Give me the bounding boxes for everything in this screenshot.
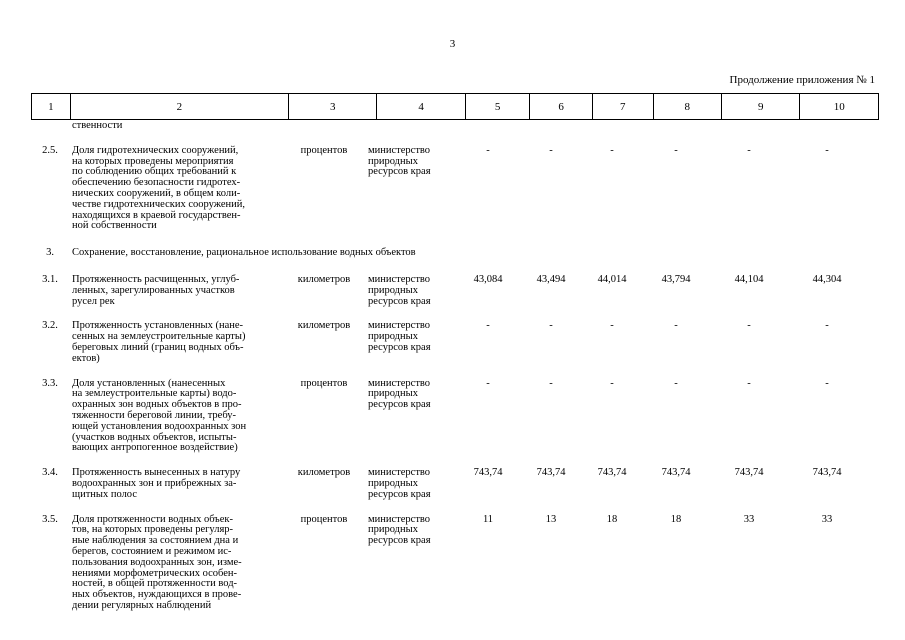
value-col-7: -	[610, 320, 614, 332]
value-col-8: -	[674, 377, 678, 389]
header-col-3: 3	[289, 94, 377, 120]
carryover-text: ственности	[72, 120, 123, 131]
row-number: 3.2.	[42, 320, 58, 332]
row-number: 3.3.	[42, 377, 58, 389]
value-col-5: 11	[482, 513, 494, 525]
value-col-10: 44,304	[812, 273, 842, 285]
indicator-name: Доля установленных (нанесенных на землеустроительные карты) водо- охранных зон водных объектов в про- тяженности береговой линии, требу- ющей установления водоохранных зон (участков водных объектов, испыты- вающих антропогенное воздействие)	[72, 377, 247, 454]
unit: километров	[297, 320, 351, 332]
header-col-10: 10	[800, 94, 879, 120]
table-row	[31, 146, 879, 232]
value-col-7: 44,014	[597, 273, 627, 285]
table-body	[31, 121, 879, 612]
value-col-10: 33	[821, 513, 833, 525]
row-number: 3.4.	[42, 467, 58, 479]
header-col-4: 4	[377, 94, 465, 120]
page-number: 3	[449, 38, 456, 50]
value-col-6: -	[549, 144, 553, 156]
value-col-8: 43,794	[661, 273, 691, 285]
indicator-name: Доля гидротехнических сооружений, на которых проведены мероприятия по соблюдению общих требований к обеспечению безопасности гидротех- нических сооружений, в общем коли- честве гидротехнических сооружений, находящихся в краевой государствен- ной собственности	[72, 144, 245, 232]
value-col-5: 743,74	[473, 467, 503, 479]
value-col-7: -	[610, 377, 614, 389]
value-col-7: 18	[606, 513, 618, 525]
value-col-8: -	[674, 320, 678, 332]
header-col-2: 2	[70, 94, 288, 120]
header-col-1: 1	[32, 94, 71, 120]
value-col-8: -	[674, 144, 678, 156]
value-col-5: 43,084	[473, 273, 503, 285]
header-row	[32, 94, 879, 120]
row-number: 2.5.	[42, 144, 58, 156]
value-col-9: -	[747, 320, 751, 332]
responsible: министерство природных ресурсов края	[368, 320, 431, 353]
unit: километров	[297, 273, 351, 285]
value-col-8: 18	[670, 513, 682, 525]
section-title: Сохранение, восстановление, рациональное использование водных объектов	[72, 247, 416, 259]
table-row	[31, 321, 879, 364]
row-number: 3.5.	[42, 513, 58, 525]
indicator-name: Протяженность вынесенных в натуру водоохранных зон и прибрежных за- щитных полос	[72, 467, 241, 500]
value-col-10: -	[825, 144, 829, 156]
value-col-7: 743,74	[597, 467, 627, 479]
value-col-5: -	[486, 144, 490, 156]
responsible: министерство природных ресурсов края	[368, 144, 431, 178]
section-row	[31, 248, 879, 259]
value-col-6: -	[549, 320, 553, 332]
value-col-9: -	[747, 377, 751, 389]
value-col-6: 743,74	[536, 467, 566, 479]
row-number: 3.1.	[42, 273, 58, 285]
value-col-9: -	[747, 144, 751, 156]
value-col-6: -	[549, 377, 553, 389]
value-col-10: -	[825, 320, 829, 332]
table-row	[31, 275, 879, 307]
value-col-6: 43,494	[536, 273, 566, 285]
value-col-10: 743,74	[812, 467, 842, 479]
value-col-9: 44,104	[734, 273, 764, 285]
carryover-row	[31, 121, 879, 132]
unit: процентов	[300, 513, 348, 525]
table-row	[31, 515, 879, 612]
value-col-10: -	[825, 377, 829, 389]
value-col-9: 743,74	[734, 467, 764, 479]
value-col-5: -	[486, 320, 490, 332]
unit: процентов	[300, 377, 348, 389]
header-table	[31, 93, 879, 120]
indicator-name: Протяженность установленных (нане- сенных на землеустроительные карты) береговых линий (границ водных объ- ектов)	[72, 320, 246, 364]
value-col-9: 33	[743, 513, 755, 525]
responsible: министерство природных ресурсов края	[368, 513, 431, 547]
indicator-name: Протяженность расчищенных, углуб- ленных, зарегулированных участков русел рек	[72, 273, 240, 307]
header-col-9: 9	[722, 94, 800, 120]
value-col-5: -	[486, 377, 490, 389]
responsible: министерство природных ресурсов края	[368, 273, 431, 307]
indicator-name: Доля протяженности водных объек- тов, на которых проведены регуляр- ные наблюдения за состоянием дна и берегов, состоянием и режимом ис- пользования водоохранных зон, изме- нениями морфометрических особен- ностей, в общей протяженности вод- ных объектов, нуждающихся в прове- дении регулярных наблюдений	[72, 513, 242, 611]
value-col-8: 743,74	[661, 467, 691, 479]
unit: километров	[297, 467, 351, 479]
responsible: министерство природных ресурсов края	[368, 467, 431, 500]
value-col-6: 13	[545, 513, 557, 525]
header-col-6: 6	[530, 94, 593, 120]
responsible: министерство природных ресурсов края	[368, 377, 431, 411]
table-row	[31, 379, 879, 455]
header-col-5: 5	[465, 94, 530, 120]
section-number: 3.	[46, 247, 54, 259]
continuation-label: Продолжение приложения № 1	[729, 74, 875, 86]
table-row	[31, 468, 879, 500]
header-col-7: 7	[592, 94, 653, 120]
value-col-7: -	[610, 144, 614, 156]
header-col-8: 8	[653, 94, 722, 120]
unit: процентов	[300, 144, 348, 156]
